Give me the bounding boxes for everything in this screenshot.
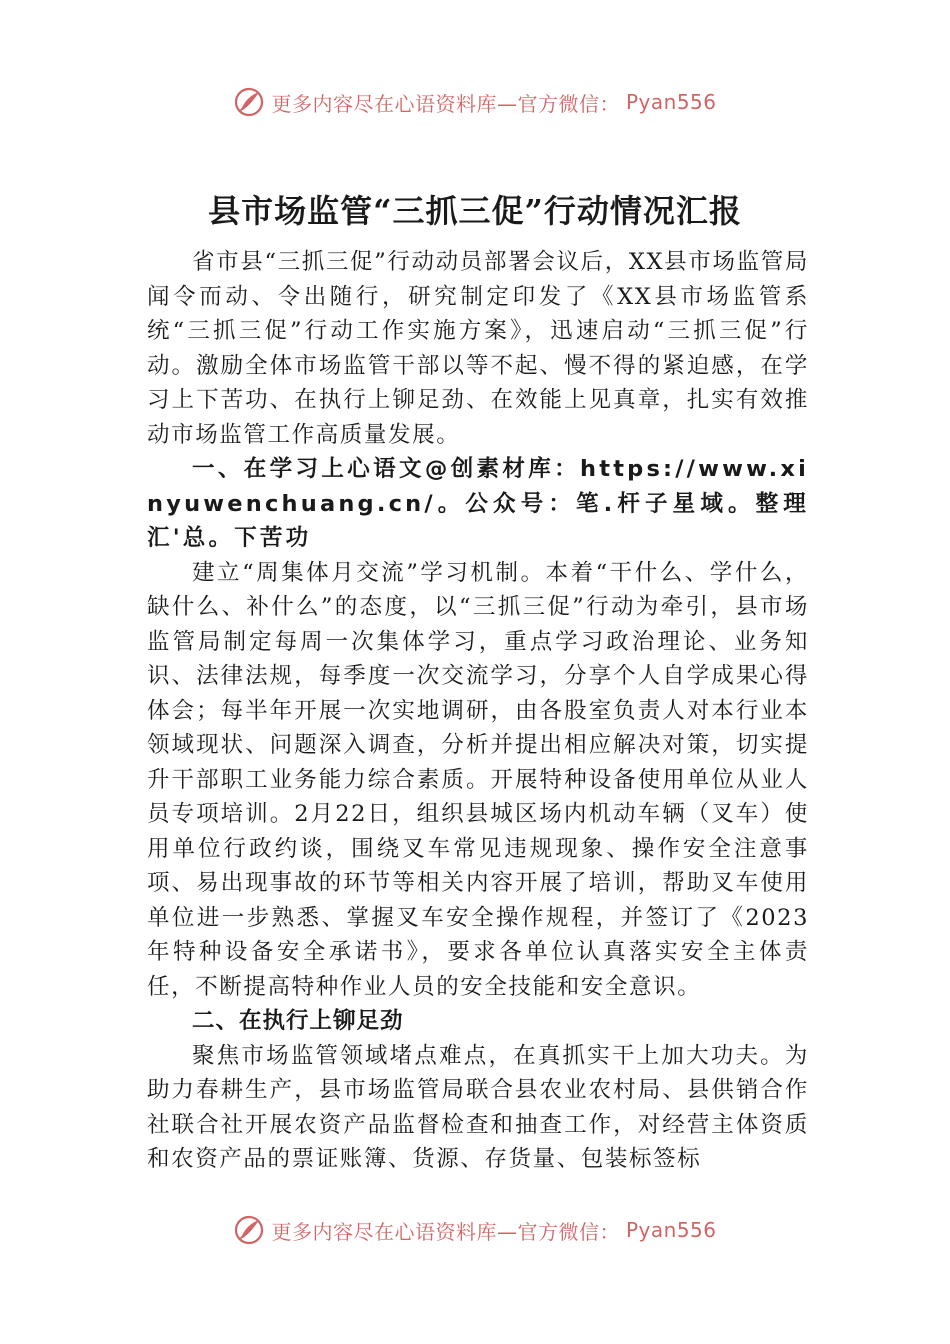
section-2-paragraph: 聚焦市场监管领域堵点难点，在真抓实干上加大功夫。为助力春耕生产，县市场监管局联合县农业农村局、县供销合作社联合社开展农资产品监督检查和抽查工作，对经营主体资质和农资产品的票证账簿、货源、存货量、包装标签标 bbox=[147, 1042, 809, 1172]
watermark-text: 更多内容尽在心语资料库—官方微信： bbox=[271, 91, 620, 116]
feather-pen-logo-icon bbox=[233, 86, 265, 118]
section-1-paragraph: 建立“周集体月交流”学习机制。本着“干什么、学什么，缺什么、补什么”的态度，以“三抓三促”行动为牵引，县市场监管局制定每周一次集体学习，重点学习政治理论、业务知识、法律法规，每季度一次交流学习，分享个人自学成果心得体会；每半年开展一次实地调研，由各股室负责人对本行业本领域现状、问题深入调查，分析并提出相应解决对策，切实提升干部职工业务能力综合素质。开展特种设备使用单位从业人员专项培训。2月22日，组织县城区场内机动车辆（叉车）使用单位行政约谈，围绕叉车常见违规现象、操作安全注意事项、易出现事故的环节等相关内容开展了培训，帮助叉车使用单位进一步熟悉、掌握叉车安全操作规程，并签订了《2023年特种设备安全承诺书》，要求各单位认真落实安全主体责任，不断提高特种作业人员的安全技能和安全意识。 bbox=[147, 559, 809, 1000]
watermark-footer bbox=[0, 1212, 950, 1248]
document-body bbox=[147, 245, 809, 1177]
watermark-header bbox=[0, 84, 950, 120]
watermark-wechat-id: Pyan556 bbox=[625, 90, 717, 114]
section-heading-1: 一、在学习上心语文@创素材库：https://www.xinyuwenchuang.cn/。公众号：笔.杆子星域。整理汇'总。下苦功 bbox=[147, 456, 809, 551]
feather-pen-logo-icon bbox=[233, 1214, 265, 1246]
document-title: 县市场监管“三抓三促”行动情况汇报 bbox=[208, 192, 742, 230]
watermark-wechat-id: Pyan556 bbox=[625, 1218, 717, 1242]
intro-paragraph: 省市县“三抓三促”行动动员部署会议后，XX县市场监管局闻令而动、令出随行，研究制定印发了《XX县市场监管系统“三抓三促”行动工作实施方案》，迅速启动“三抓三促”行动。激励全体市场监管干部以等不起、慢不得的紧迫感，在学习上下苦功、在执行上铆足劲、在效能上见真章，扎实有效推动市场监管工作高质量发展。 bbox=[147, 249, 809, 448]
section-heading-2: 二、在执行上铆足劲 bbox=[192, 1008, 404, 1034]
watermark-text: 更多内容尽在心语资料库—官方微信： bbox=[271, 1219, 620, 1244]
